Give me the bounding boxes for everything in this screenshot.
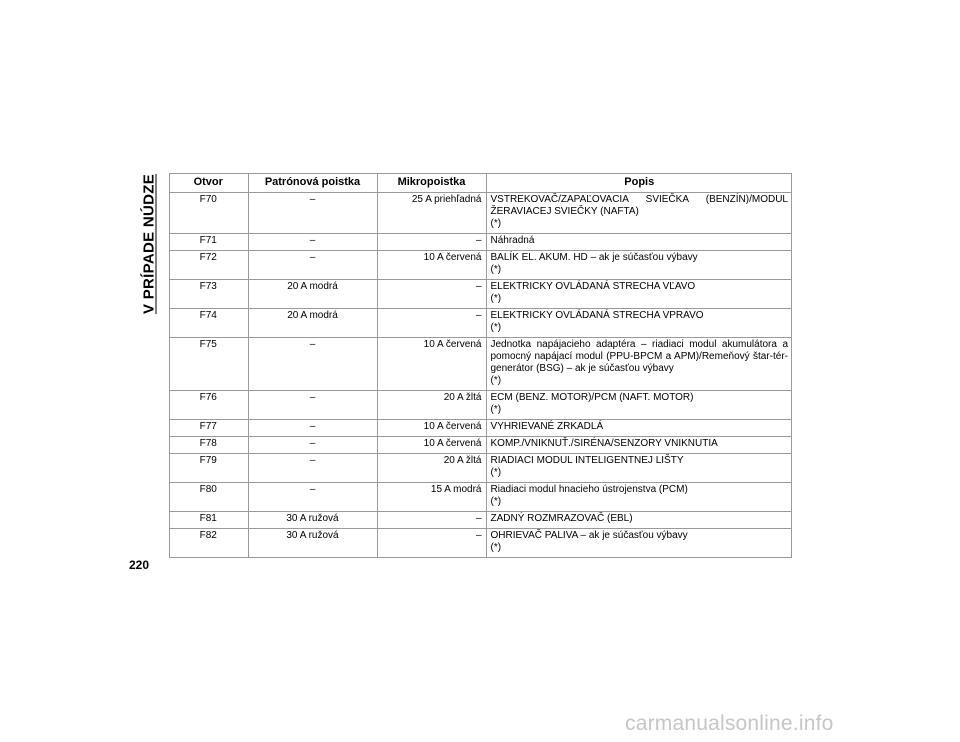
table-row (169, 529, 792, 558)
cell-popis (486, 234, 792, 251)
cell-patronova-poistka: 20 A modrá (248, 280, 377, 309)
popis-note: (*) (490, 542, 502, 553)
cell-mikropoistka: 20 A žltá (377, 454, 486, 483)
section-title-vertical (138, 172, 160, 315)
popis-text: VSTREKOVAČ/ZAPAĽOVACIA SVIEČKA (BENZÍN)/MODUL ŽERAVIACEJ SVIEČKY (NAFTA) (490, 194, 788, 217)
table-row (169, 437, 792, 454)
cell-popis (486, 338, 792, 391)
table-header-row (169, 173, 792, 193)
cell-mikropoistka: – (377, 309, 486, 338)
header-otvor: Otvor (169, 173, 248, 193)
cell-popis (486, 309, 792, 338)
popis-text: OHRIEVAČ PALIVA – ak je súčasťou výbavy (490, 530, 688, 541)
cell-otvor: F75 (169, 338, 248, 391)
table-row (169, 338, 792, 391)
popis-note: (*) (490, 467, 502, 478)
page-number: 220 (129, 558, 150, 572)
table-row (169, 309, 792, 338)
popis-note: (*) (490, 264, 502, 275)
cell-otvor: F70 (169, 193, 248, 234)
cell-mikropoistka: 10 A červená (377, 338, 486, 391)
table-row (169, 512, 792, 529)
fuse-table (169, 173, 792, 558)
cell-patronova-poistka: 30 A ružová (248, 512, 377, 529)
popis-note: (*) (490, 218, 502, 229)
popis-text: ECM (BENZ. MOTOR)/PCM (NAFT. MOTOR) (490, 392, 694, 403)
cell-otvor: F74 (169, 309, 248, 338)
popis-text: ELEKTRICKY OVLÁDANÁ STRECHA VPRAVO (490, 310, 704, 321)
popis-note: (*) (490, 496, 502, 507)
table-row (169, 420, 792, 437)
cell-otvor: F73 (169, 280, 248, 309)
cell-popis (486, 280, 792, 309)
cell-popis (486, 193, 792, 234)
cell-otvor: F71 (169, 234, 248, 251)
cell-mikropoistka: 15 A modrá (377, 483, 486, 512)
cell-popis (486, 391, 792, 420)
cell-mikropoistka: – (377, 280, 486, 309)
header-mikropoistka: Mikropoistka (377, 173, 486, 193)
cell-patronova-poistka: – (248, 420, 377, 437)
cell-otvor: F77 (169, 420, 248, 437)
popis-text: VYHRIEVANÉ ZRKADLÁ (490, 421, 604, 432)
table-row (169, 280, 792, 309)
popis-text: BALÍK EL. AKUM. HD – ak je súčasťou výbavy (490, 252, 698, 263)
cell-mikropoistka: 10 A červená (377, 251, 486, 280)
cell-otvor: F81 (169, 512, 248, 529)
cell-popis (486, 437, 792, 454)
popis-text: Náhradná (490, 235, 535, 246)
popis-note: (*) (490, 404, 502, 415)
popis-text: Riadiaci modul hnacieho ústrojenstva (PCM) (490, 484, 688, 495)
table-row (169, 251, 792, 280)
cell-mikropoistka: 20 A žltá (377, 391, 486, 420)
cell-mikropoistka: 10 A červená (377, 437, 486, 454)
cell-popis (486, 512, 792, 529)
cell-patronova-poistka: – (248, 437, 377, 454)
header-popis: Popis (486, 173, 792, 193)
watermark: carmanualsonline.info (625, 712, 834, 735)
section-title-text: V PRÍPADE NÚDZE (140, 173, 158, 314)
cell-mikropoistka: – (377, 234, 486, 251)
table-row (169, 193, 792, 234)
cell-popis (486, 483, 792, 512)
cell-otvor: F79 (169, 454, 248, 483)
cell-otvor: F80 (169, 483, 248, 512)
cell-popis (486, 454, 792, 483)
cell-otvor: F78 (169, 437, 248, 454)
popis-note: (*) (490, 293, 502, 304)
table-row (169, 391, 792, 420)
table-row (169, 483, 792, 512)
popis-note: (*) (490, 322, 502, 333)
cell-patronova-poistka: – (248, 454, 377, 483)
cell-patronova-poistka: – (248, 338, 377, 391)
header-patronova-poistka: Patrónová poistka (248, 173, 377, 193)
table-body (169, 193, 792, 558)
table-row (169, 234, 792, 251)
cell-mikropoistka: 10 A červená (377, 420, 486, 437)
cell-otvor: F72 (169, 251, 248, 280)
cell-mikropoistka: – (377, 529, 486, 558)
cell-otvor: F82 (169, 529, 248, 558)
cell-popis (486, 251, 792, 280)
cell-popis (486, 529, 792, 558)
cell-mikropoistka: 25 A priehľadná (377, 193, 486, 234)
cell-patronova-poistka: – (248, 483, 377, 512)
popis-text: ELEKTRICKY OVLÁDANÁ STRECHA VĽAVO (490, 281, 696, 292)
popis-text: RIADIACI MODUL INTELIGENTNEJ LIŠTY (490, 455, 684, 466)
popis-text: KOMP./VNIKNUŤ./SIRÉNA/SENZORY VNIKNUTIA (490, 438, 718, 449)
cell-patronova-poistka: 30 A ružová (248, 529, 377, 558)
popis-note: (*) (490, 375, 502, 386)
cell-patronova-poistka: 20 A modrá (248, 309, 377, 338)
cell-patronova-poistka: – (248, 251, 377, 280)
cell-patronova-poistka: – (248, 391, 377, 420)
cell-patronova-poistka: – (248, 193, 377, 234)
cell-otvor: F76 (169, 391, 248, 420)
cell-popis (486, 420, 792, 437)
cell-mikropoistka: – (377, 512, 486, 529)
table-row (169, 454, 792, 483)
cell-patronova-poistka: – (248, 234, 377, 251)
popis-text: ZADNÝ ROZMRAZOVAČ (EBL) (490, 513, 633, 524)
popis-text: Jednotka napájacieho adaptéra – riadiaci modul akumulátora a pomocný napájací modul (PPU-BPCM a APM)/Remeňový štar-tér-generátor (BSG) – ak je súčasťou výbavy (490, 339, 788, 374)
